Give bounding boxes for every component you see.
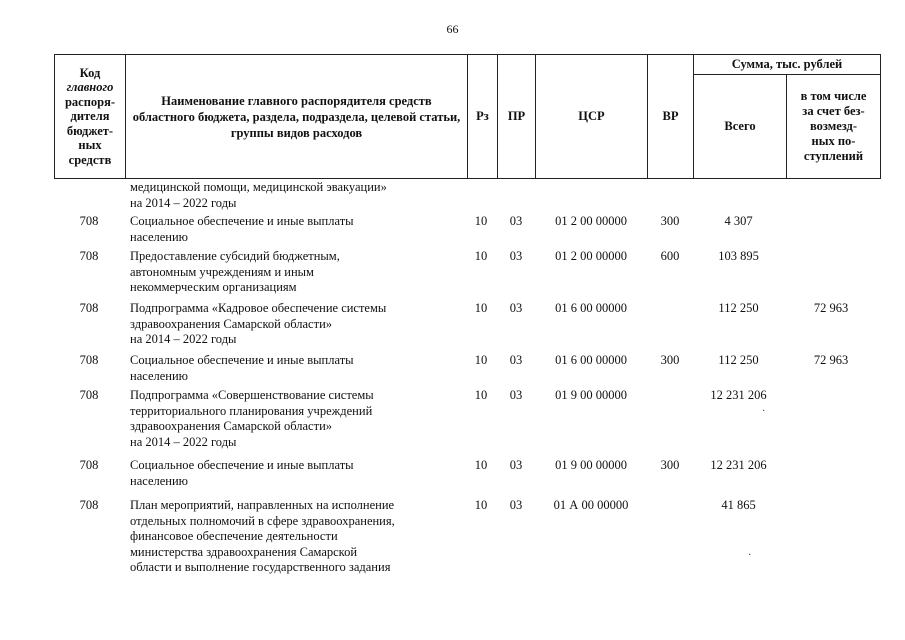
- row-pr: 03: [509, 458, 523, 472]
- header-pr: ПР: [498, 55, 536, 179]
- row-pr: 03: [509, 301, 523, 315]
- row-rz: 10: [474, 249, 488, 263]
- row-total: 12 231 206: [710, 458, 767, 472]
- row-name: План мероприятий, направленных на исполнение отдельных полномочий в сфере здравоохранения, финансовое обеспечение деятельности министерства здравоохранения Самарской области и выполнение государственного задания: [130, 498, 395, 574]
- page-number: 66: [446, 22, 459, 36]
- row-total: 112 250: [718, 353, 759, 367]
- row-kod: 708: [79, 214, 99, 228]
- row-pr: 03: [509, 498, 523, 512]
- row-csr: 01 9 00 00000: [555, 458, 627, 472]
- row-kod: 708: [79, 458, 99, 472]
- row-name: Подпрограмма «Совершенствование системы территориального планирования учреждений здравоохранения Самарской области» на 2014 – 2022 годы: [130, 388, 374, 449]
- row-rz: 10: [474, 353, 488, 367]
- header-total: Всего: [694, 75, 787, 179]
- row-vr: 300: [660, 458, 680, 472]
- row-csr: 01 2 00 00000: [555, 249, 627, 263]
- row-pr: 03: [509, 388, 523, 402]
- row-name: Социальное обеспечение и иные выплаты населению: [130, 214, 354, 244]
- row-csr: 01 6 00 00000: [555, 353, 627, 367]
- row-csr: 01 6 00 00000: [555, 301, 627, 315]
- row-total: 103 895: [718, 249, 759, 263]
- row-pr: 03: [509, 353, 523, 367]
- row-csr: 01 2 00 00000: [555, 214, 627, 228]
- row-name: Социальное обеспечение и иные выплаты населению: [130, 458, 354, 488]
- row-name: Социальное обеспечение и иные выплаты населению: [130, 353, 354, 383]
- row-rz: 10: [474, 458, 488, 472]
- row-kod: 708: [79, 249, 99, 263]
- row-name: медицинской помощи, медицинской эвакуации» на 2014 – 2022 годы: [130, 180, 387, 210]
- scan-speck: ·: [748, 550, 752, 561]
- scan-speck: ·: [762, 406, 766, 417]
- row-pr: 03: [509, 249, 523, 263]
- row-total: 12 231 206: [710, 388, 767, 402]
- row-kod: 708: [79, 353, 99, 367]
- row-total: 41 865: [721, 498, 756, 512]
- row-incl: 72 963: [813, 301, 849, 315]
- header-sum: Сумма, тыс. рублей: [694, 55, 881, 75]
- row-total: 112 250: [718, 301, 759, 315]
- row-name: Предоставление субсидий бюджетным, автономным учреждениям и иным некоммерческим организациям: [130, 249, 340, 294]
- row-rz: 10: [474, 301, 488, 315]
- row-rz: 10: [474, 214, 488, 228]
- row-name: Подпрограмма «Кадровое обеспечение системы здравоохранения Самарской области» на 2014 – 2022 годы: [130, 301, 387, 346]
- header-csr: ЦСР: [536, 55, 648, 179]
- header-including: в том числе за счет без- возмезд- ных по- ступлений: [787, 75, 881, 179]
- row-pr: 03: [509, 214, 523, 228]
- row-vr: 300: [660, 353, 680, 367]
- row-kod: 708: [79, 498, 99, 512]
- header-kod: Код главного распоря- дителя бюджет- ных средств: [55, 55, 126, 179]
- row-rz: 10: [474, 498, 488, 512]
- row-csr: 01 А 00 00000: [553, 498, 629, 512]
- row-incl: 72 963: [813, 353, 849, 367]
- header-rz: Рз: [468, 55, 498, 179]
- header-vr: ВР: [648, 55, 694, 179]
- row-kod: 708: [79, 301, 99, 315]
- header-name: Наименование главного распорядителя средств областного бюджета, раздела, подраздела, целевой статьи, группы видов расходов: [126, 55, 468, 179]
- row-vr: 600: [660, 249, 680, 263]
- row-rz: 10: [474, 388, 488, 402]
- row-vr: 300: [660, 214, 680, 228]
- row-kod: 708: [79, 388, 99, 402]
- row-csr: 01 9 00 00000: [555, 388, 627, 402]
- row-total: 4 307: [724, 214, 753, 228]
- table-header: [54, 54, 881, 179]
